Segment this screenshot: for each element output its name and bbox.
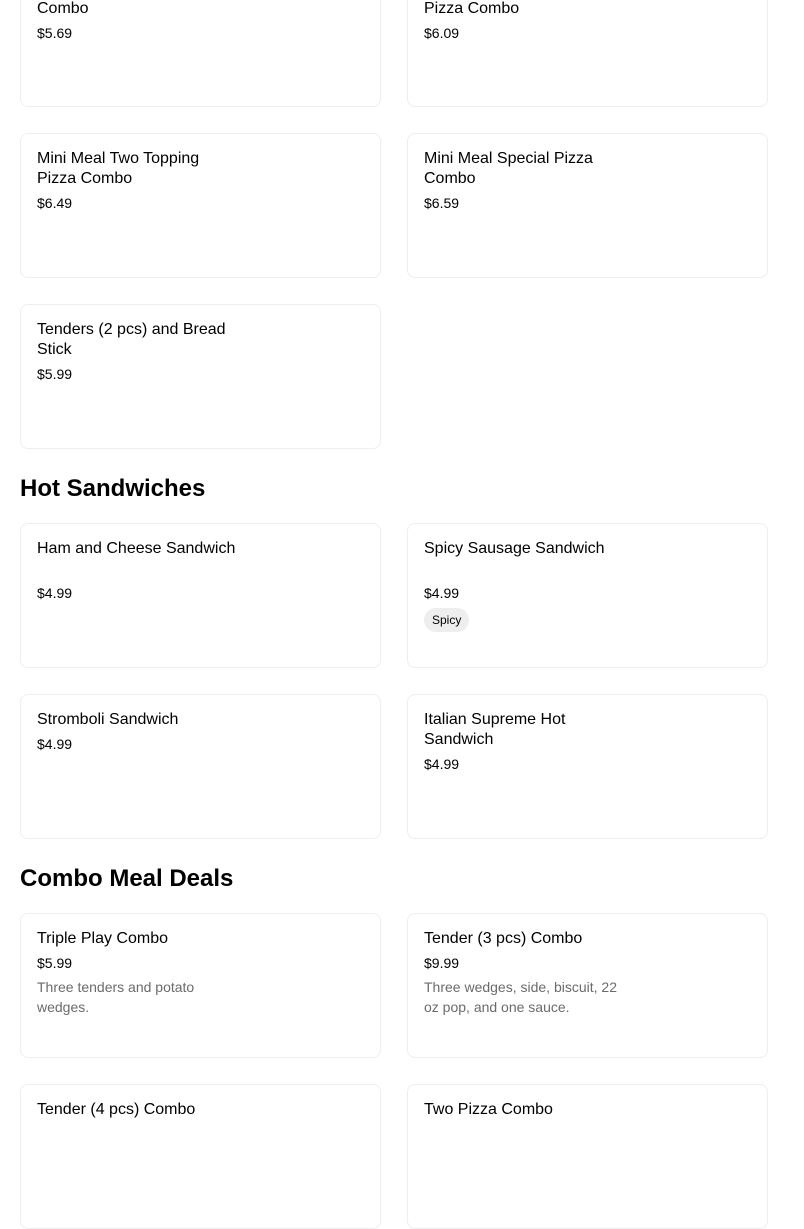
menu-item-card[interactable] <box>407 0 768 107</box>
menu-item-card[interactable] <box>20 304 381 449</box>
item-price: $5.99 <box>37 955 73 971</box>
menu-item-card[interactable] <box>407 523 768 668</box>
menu-item-card[interactable] <box>20 133 381 278</box>
item-description: Three wedges, side, biscuit, 22 oz pop, and one sauce. <box>424 979 617 1015</box>
item-name: Two Pizza Combo <box>424 1101 553 1118</box>
item-name: Tenders (2 pcs) and Bread Stick <box>37 321 226 358</box>
item-price: $6.09 <box>424 25 460 41</box>
item-name: Combo <box>37 0 89 17</box>
item-name: Pizza Combo <box>424 0 520 17</box>
item-description: Three tenders and potato wedges. <box>37 979 195 1015</box>
item-price: $6.59 <box>424 195 460 211</box>
item-name: Mini Meal Two Topping Pizza Combo <box>37 150 200 187</box>
item-price: $4.99 <box>424 585 460 601</box>
spicy-badge: Spicy <box>424 608 469 632</box>
menu-item-card[interactable] <box>20 0 381 107</box>
item-price: $4.99 <box>37 736 73 752</box>
menu-item-card[interactable] <box>407 694 768 839</box>
item-name: Stromboli Sandwich <box>37 711 179 728</box>
menu-item-card[interactable] <box>407 133 768 278</box>
item-price: $6.49 <box>37 195 73 211</box>
item-name: Triple Play Combo <box>37 930 169 947</box>
menu-item-card[interactable] <box>20 523 381 668</box>
item-price: $4.99 <box>424 756 460 772</box>
item-price: $4.99 <box>37 585 73 601</box>
item-name: Tender (3 pcs) Combo <box>424 930 583 947</box>
section-title-combo-meal-deals: Combo Meal Deals <box>20 865 234 892</box>
item-price: $9.99 <box>424 955 460 971</box>
item-price: $5.99 <box>37 366 73 382</box>
item-name: Spicy Sausage Sandwich <box>424 540 605 557</box>
item-name: Mini Meal Special Pizza Combo <box>424 150 593 187</box>
item-name: Tender (4 pcs) Combo <box>37 1101 196 1118</box>
item-name: Ham and Cheese Sandwich <box>37 540 236 557</box>
menu-item-card[interactable] <box>20 694 381 839</box>
item-price: $5.69 <box>37 25 73 41</box>
menu-item-card[interactable] <box>20 913 381 1058</box>
section-title-hot-sandwiches: Hot Sandwiches <box>20 475 206 502</box>
menu-item-card[interactable] <box>407 913 768 1058</box>
item-name: Italian Supreme Hot Sandwich <box>424 711 566 748</box>
